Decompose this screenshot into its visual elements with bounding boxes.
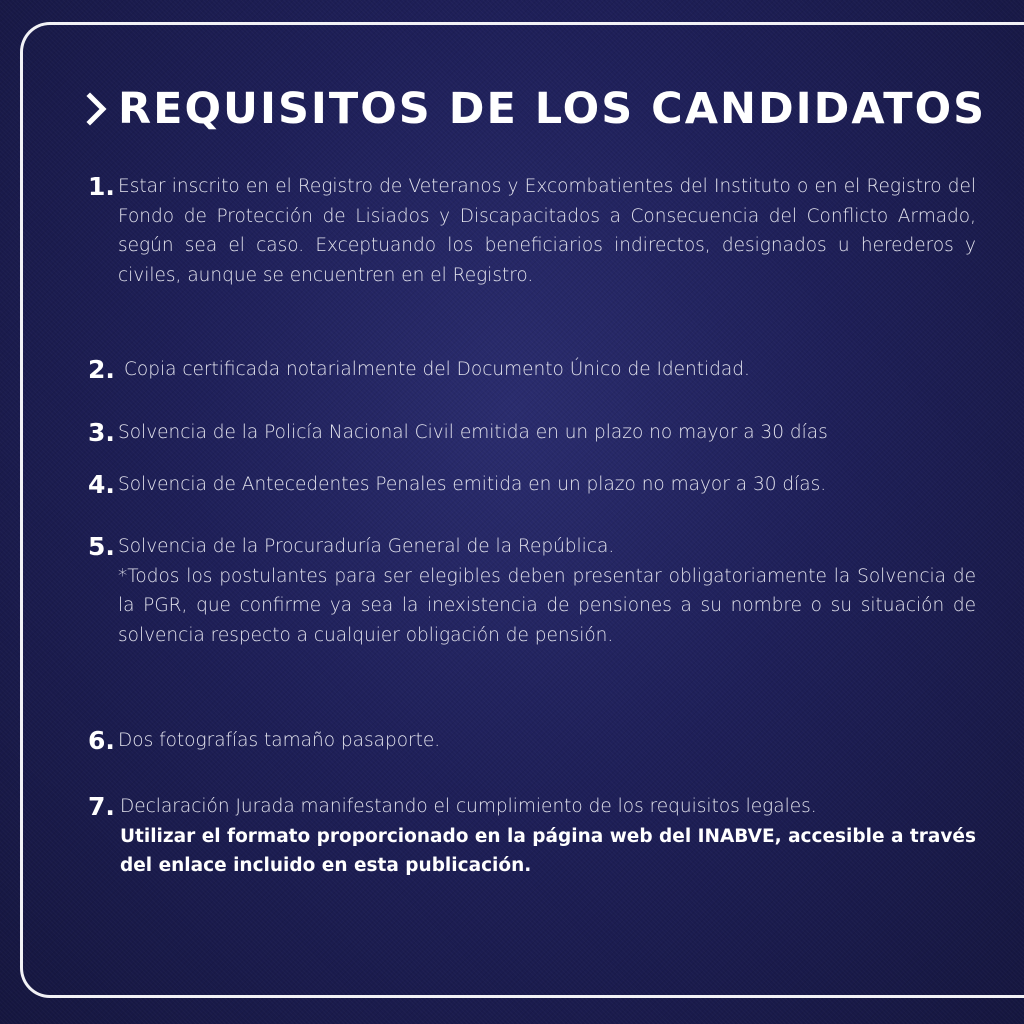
item-text: Estar inscrito en el Registro de Veteranos y Excombatientes del Instituto o en el Registro del Fondo de Protección de Lisiados y Discapacitados a Consecuencia del Conflicto Armado, según sea el caso. Exceptuando los beneficiarios indirectos, designados u herederos y civiles, aunque se encuentren en el Registro. — [118, 176, 976, 286]
item-text: Solvencia de Antecedentes Penales emitida en un plazo no mayor a 30 días. — [118, 474, 827, 495]
item-note: *Todos los postulantes para ser elegibles deben presentar obligatoriamente la Solvencia de la PGR, que confirme ya sea la inexistencia de pensiones a su nombre o su situación de solvencia respecto a cualquier obligación de pensión. — [118, 565, 976, 646]
title-text: REQUISITOS DE LOS CANDIDATOS — [118, 84, 987, 134]
requirement-item-2 — [88, 355, 976, 385]
item-number: 7. — [88, 792, 115, 821]
item-text: Solvencia de la Policía Nacional Civil emitida en un plazo no mayor a 30 días — [118, 422, 828, 443]
page-title — [84, 84, 986, 134]
item-text: Solvencia de la Procuraduría General de la República. — [118, 536, 615, 557]
item-text: Dos fotografías tamaño pasaporte. — [118, 730, 441, 751]
item-number: 4. — [88, 470, 115, 499]
item-number: 6. — [88, 726, 115, 755]
requirement-item-4 — [88, 470, 976, 500]
item-number: 1. — [88, 172, 115, 201]
item-emphasis: Utilizar el formato proporcionado en la página web del INABVE, accesible a través del enlace incluido en esta publicación. — [120, 825, 976, 876]
item-text: Declaración Jurada manifestando el cumplimiento de los requisitos legales. — [120, 796, 817, 817]
requirement-item-7 — [88, 792, 976, 881]
item-text: Copia certificada notarialmente del Documento Único de Identidad. — [124, 359, 750, 380]
requirement-item-3 — [88, 418, 976, 448]
item-number: 2. — [88, 355, 115, 384]
item-number: 3. — [88, 418, 115, 447]
requirement-item-6 — [88, 726, 976, 756]
requirement-item-1 — [88, 172, 976, 290]
chevron-right-icon — [84, 88, 110, 130]
item-number: 5. — [88, 532, 115, 561]
requirement-item-5 — [88, 532, 976, 650]
